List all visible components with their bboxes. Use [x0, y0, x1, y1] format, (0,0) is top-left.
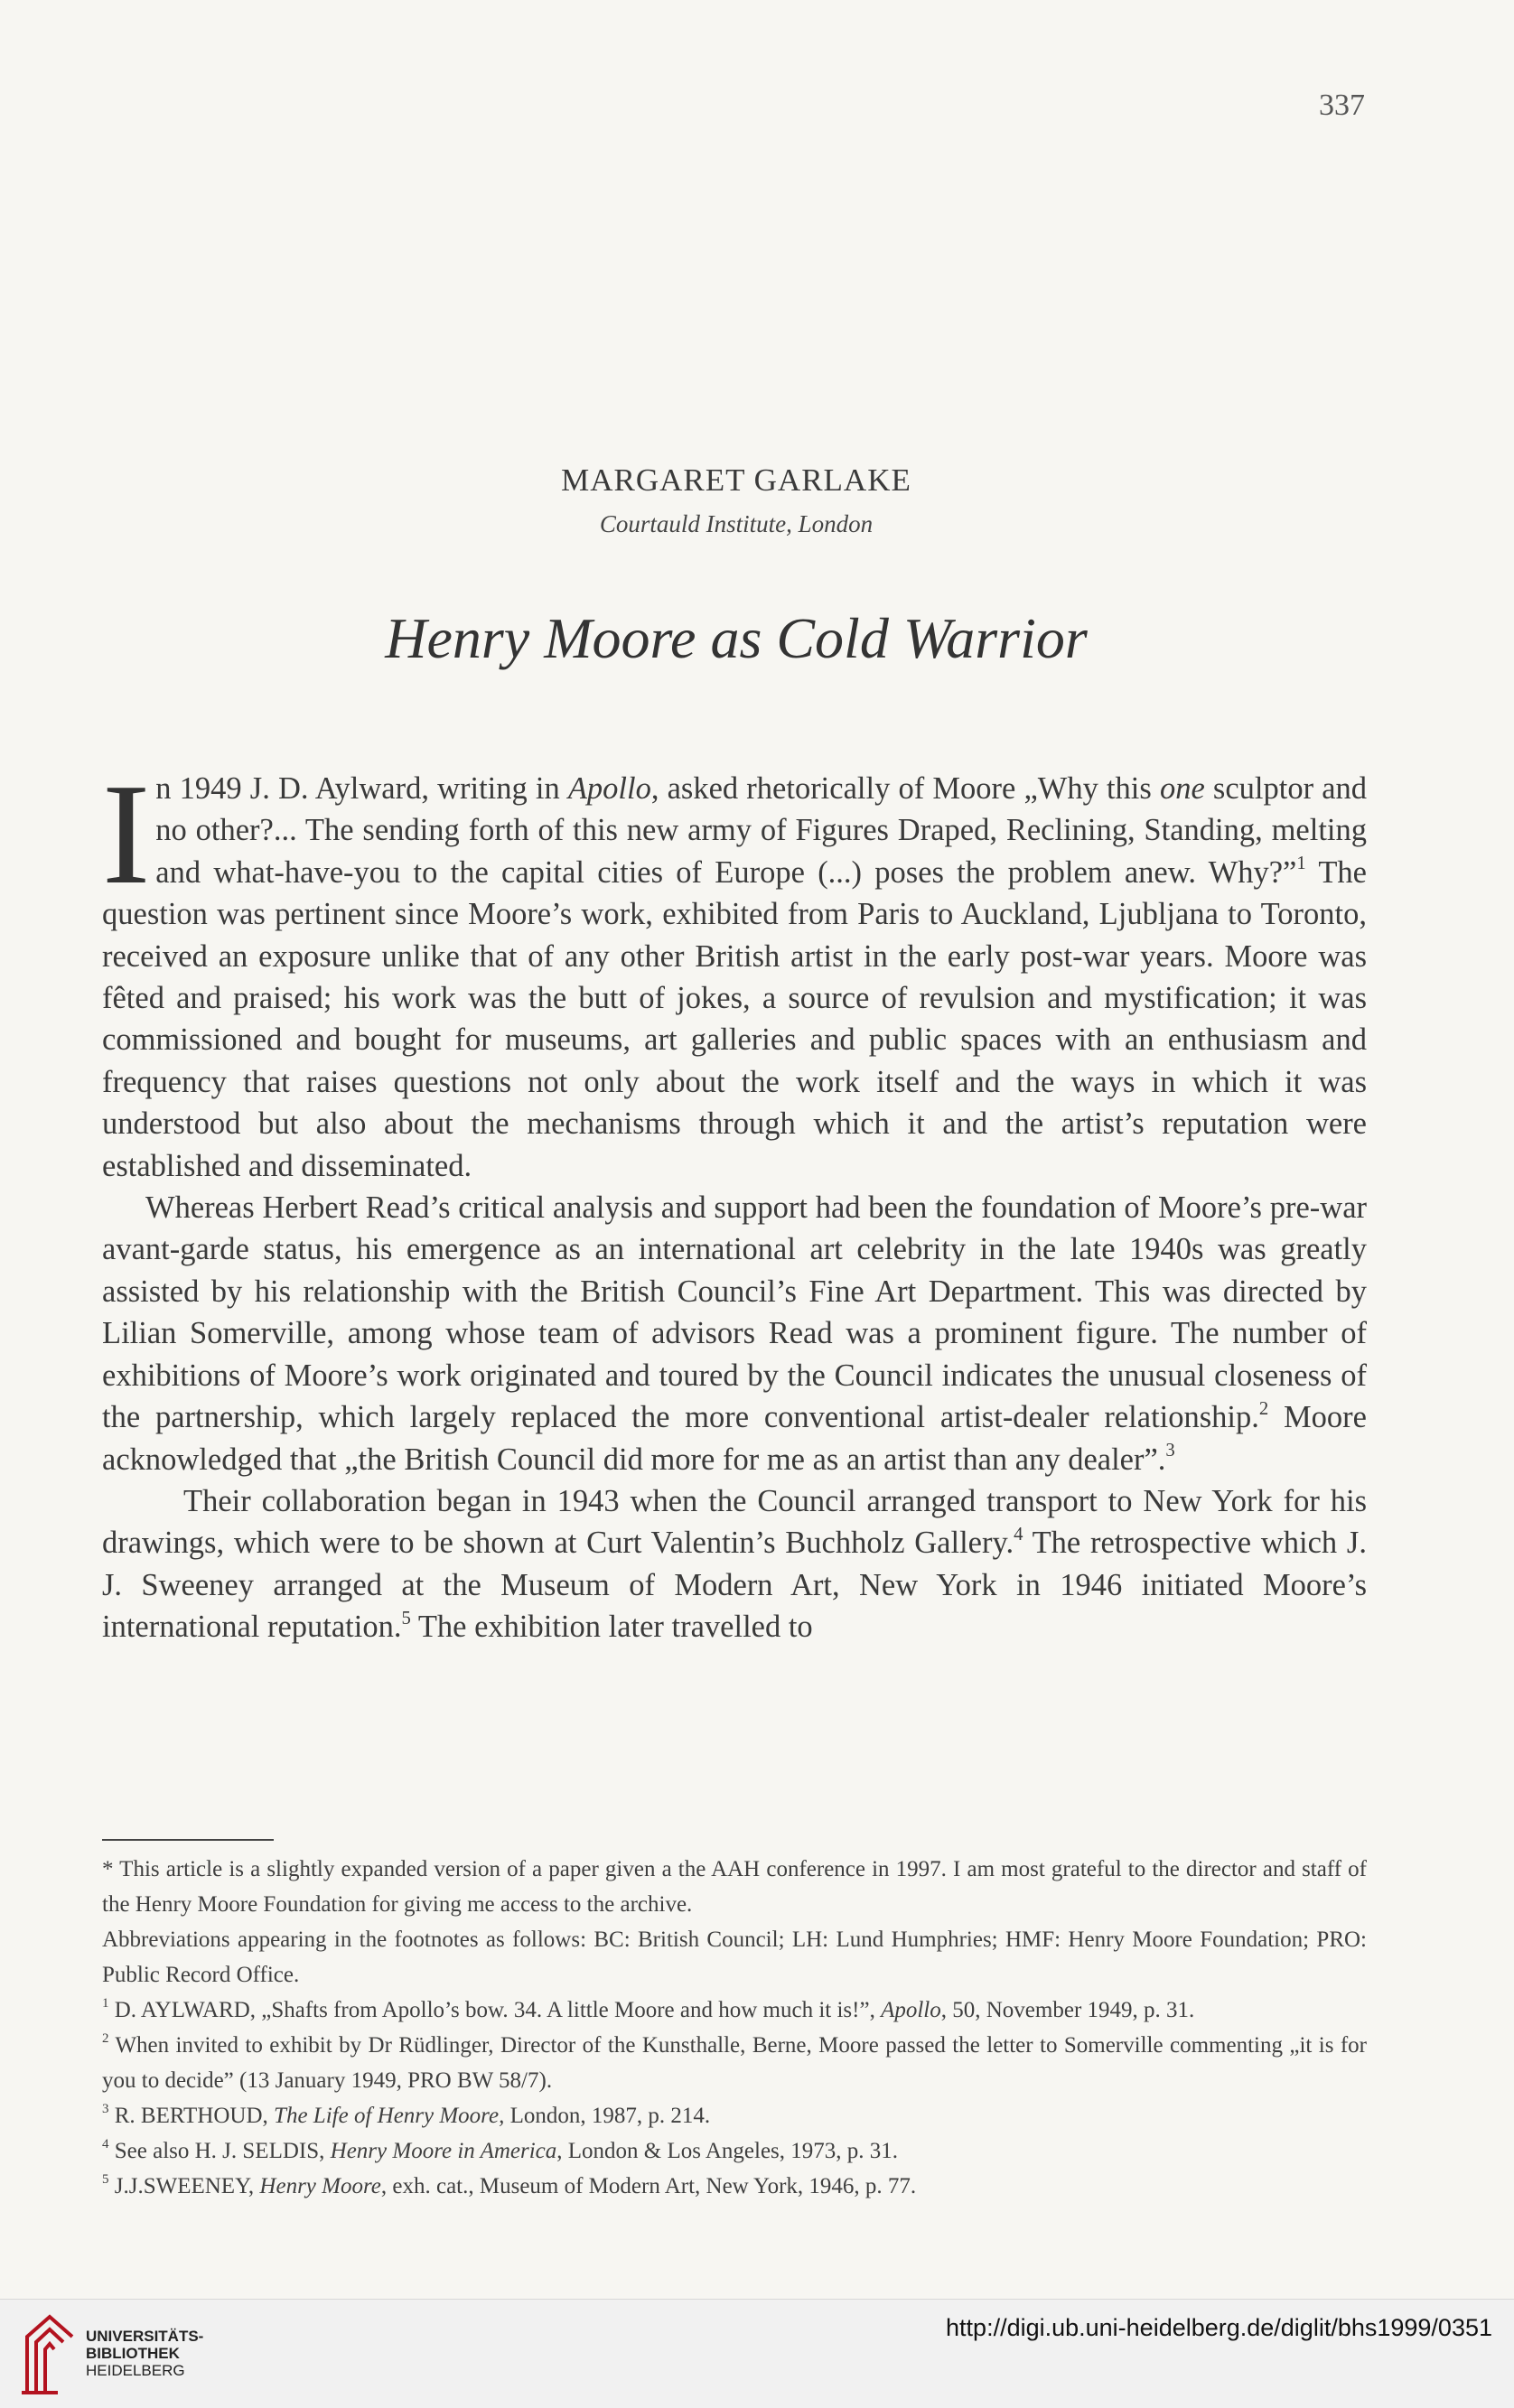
- text-run: , London & Los Angeles, 1973, p. 31.: [556, 2139, 899, 2163]
- text-run: Their collaboration began in 1943 when the Council arranged transport to New York for his drawings, which were to be shown at Curt Valentin’s Buchholz Gallery.: [102, 1483, 1367, 1561]
- text-run: When invited to exhibit by Dr Rüdlinger, Director of the Kunsthalle, Berne, Moore passed the letter to Somerville commenting „it is for you to decide” (13 January 1949, PRO BW 58/7).: [102, 2033, 1367, 2093]
- paragraph-1: [102, 753, 1368, 1187]
- text-run: , asked rhetorically of Moore „Why this: [650, 771, 1160, 806]
- footnote-abbreviations: Abbreviations appearing in the footnotes as follows: BC: British Council; LH: Lund Humphries; HMF: Henry Moore Foundation; PRO: Public Record Office.: [102, 1927, 1367, 1987]
- text-run: London, 1987, p. 214.: [504, 2104, 711, 2128]
- page-number: 337: [1319, 89, 1365, 122]
- text-run: , 50, November 1949, p. 31.: [940, 1998, 1195, 2022]
- emphasis: one: [1159, 771, 1205, 806]
- drop-cap: I: [102, 753, 151, 914]
- footnote-number: 5: [102, 2172, 109, 2188]
- footnote-2: [102, 2028, 1367, 2098]
- library-logo-icon: [18, 2310, 81, 2396]
- footnote-number: 3: [102, 2102, 109, 2117]
- library-name-line-2: BIBLIOTHEK: [86, 2345, 180, 2362]
- footnote-1: [102, 1993, 1367, 2028]
- article-title: Henry Moore as Cold Warrior: [385, 606, 1088, 670]
- book-title: The Life of Henry Moore,: [274, 2104, 505, 2128]
- footnote-ref-2: 2: [1258, 1398, 1269, 1419]
- footnote-3: [102, 2098, 1367, 2133]
- source-url[interactable]: http://digi.ub.uni-heidelberg.de/diglit/bhs1999/0351: [946, 2314, 1492, 2341]
- book-title: Henry Moore: [259, 2174, 381, 2198]
- footnotes: [102, 1852, 1367, 2204]
- text-run: sculptor and no other?... The sending forth of this new army of Figures Draped, Reclining, Standing, melting and what-have-you to the capital cities of Europe (...) poses the problem anew. Why?”: [155, 771, 1368, 890]
- text-run: See also H. J. SELDIS,: [108, 2139, 331, 2163]
- text-run: The exhibition later travelled to: [410, 1610, 813, 1645]
- footnote-ref-4: 4: [1014, 1524, 1023, 1545]
- paragraph-3: [102, 1480, 1367, 1648]
- author-name: MARGARET GARLAKE: [561, 462, 911, 498]
- footnote-star: * This article is a slightly expanded version of a paper given a the AAH conference in 1997. I am most grateful to the director and staff of the Henry Moore Foundation for giving me access to the archive.: [102, 1857, 1367, 1917]
- author-affiliation: Courtauld Institute, London: [599, 510, 874, 537]
- text-run: D. AYLWARD, „Shafts from Apollo’s bow. 34. A little Moore and how much it is!”,: [108, 1998, 882, 2022]
- text-run: J.J.SWEENEY,: [108, 2174, 260, 2198]
- text-run: The retrospective which J. J. Sweeney arranged at the Museum of Modern Art, New York in 1946 initiated Moore’s international reputation.: [102, 1526, 1367, 1645]
- footnote-number: 2: [102, 2031, 109, 2047]
- paragraph-2: [102, 1187, 1367, 1480]
- text-run: Moore acknowledged that „the British Council did more for me as an artist than any dealer”.: [102, 1400, 1367, 1477]
- footnote-divider: [102, 1839, 274, 1841]
- book-title: Henry Moore in America: [330, 2139, 557, 2163]
- library-name-line-1: UNIVERSITÄTS-: [86, 2328, 204, 2345]
- footnote-ref-3: 3: [1165, 1440, 1175, 1461]
- journal-title: Apollo: [567, 771, 651, 806]
- footnote-4: [102, 2133, 1367, 2169]
- journal-title: Apollo: [881, 1998, 941, 2022]
- article-body: [102, 753, 1368, 1648]
- footnote-ref-1: 1: [1296, 854, 1306, 874]
- text-run: The question was pertinent since Moore’s work, exhibited from Paris to Auckland, Ljubljana to Toronto, received an exposure unlike that of any other British artist in the early post-war years. Moore was fêted and praised; his work was the butt of jokes, a source of revulsion and mystification; it was commissioned and bought for museums, art galleries and public spaces with an enthusiasm and frequency that raises questions not only about the work itself and the ways in which it was understood but also about the mechanisms through which it and the artist’s reputation were established and disseminated.: [102, 854, 1367, 1183]
- text-run: , exh. cat., Museum of Modern Art, New York, 1946, p. 77.: [380, 2174, 917, 2198]
- footnote-ref-5: 5: [401, 1608, 411, 1629]
- footnote-number: 1: [102, 1996, 109, 2011]
- text-run: n 1949 J. D. Aylward, writing in: [155, 771, 568, 806]
- text-run: Whereas Herbert Read’s critical analysis and support had been the foundation of Moore’s pre-war avant-garde status, his emergence as an international art celebrity in the late 1940s was greatly assisted by his relationship with the British Council’s Fine Art Department. This was directed by Lilian Somerville, among whose team of advisors Read was a prominent figure. The number of exhibitions of Moore’s work originated and toured by the Council indicates the unusual closeness of the partnership, which largely replaced the more conventional artist-dealer relationship.: [102, 1190, 1367, 1435]
- footnote-number: 4: [102, 2137, 109, 2152]
- footnote-5: [102, 2169, 1367, 2204]
- text-run: R. BERTHOUD,: [108, 2104, 275, 2128]
- library-name-line-3: HEIDELBERG: [86, 2362, 185, 2379]
- library-name: [86, 2328, 203, 2379]
